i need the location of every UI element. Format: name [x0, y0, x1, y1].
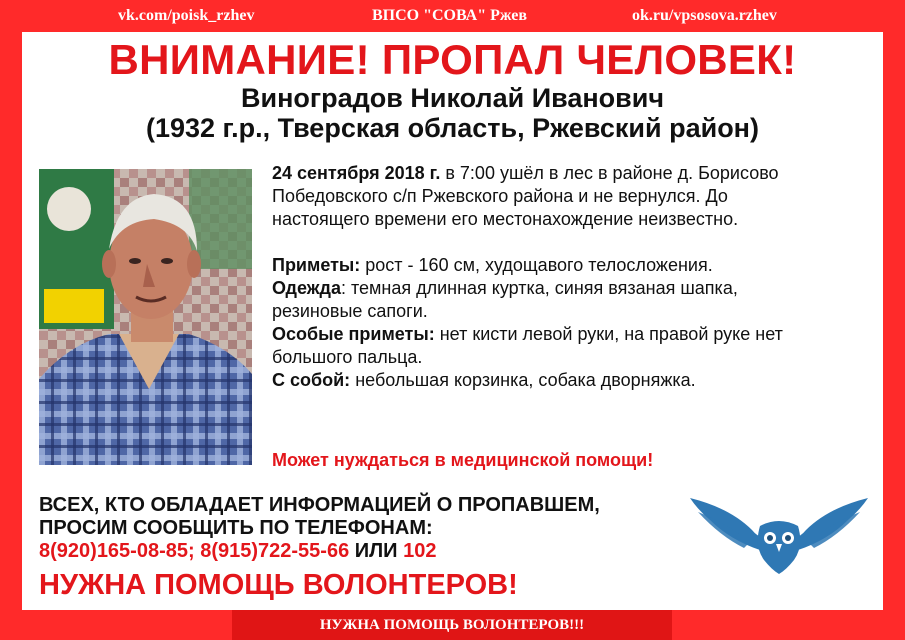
disappearance-date: 24 сентября 2018 г. — [272, 163, 441, 183]
special-line-2: большого пальца. — [272, 347, 423, 367]
signs-line — [272, 254, 887, 277]
emergency-number[interactable]: 102 — [403, 540, 437, 562]
bottom-banner — [0, 610, 905, 640]
phone-numbers[interactable]: 8(920)165-08-85; 8(915)722-55-66 — [39, 540, 350, 562]
description-line-1 — [272, 162, 887, 185]
special-line-1 — [272, 323, 887, 346]
clothing-line-2: резиновые сапоги. — [272, 301, 428, 321]
spacer — [272, 231, 887, 254]
contact-line-2: ПРОСИМ СООБЩИТЬ ПО ТЕЛЕФОНАМ: — [39, 517, 433, 539]
ok-link[interactable]: ok.ru/vpsosova.rzhev — [632, 7, 777, 24]
medical-warning: Может нуждаться в медицинской помощи! — [272, 450, 654, 470]
person-details: (1932 г.р., Тверская область, Ржевский район) — [146, 113, 759, 143]
belongings-value: небольшая корзинка, собака дворняжка. — [350, 370, 696, 390]
clothing-line-1 — [272, 277, 887, 300]
headline: ВНИМАНИЕ! ПРОПАЛ ЧЕЛОВЕК! — [108, 36, 797, 83]
phone-numbers-line — [39, 540, 689, 563]
clothing-label: Одежда — [272, 278, 341, 298]
signs-label: Приметы: — [272, 255, 361, 275]
footer-label: НУЖНА ПОМОЩЬ ВОЛОНТЕРОВ!!! — [232, 610, 672, 640]
vk-link[interactable]: vk.com/poisk_rzhev — [118, 7, 255, 24]
clothing-value-1: : темная длинная куртка, синяя вязаная шапка, — [340, 278, 738, 298]
special-value-1: нет кисти левой руки, на правой руке нет — [434, 324, 783, 344]
or-label: ИЛИ — [349, 540, 404, 562]
missing-person-photo — [39, 169, 252, 465]
contact-block — [39, 494, 689, 563]
description-line-2: Победовского с/п Ржевского района и не вернулся. До — [272, 186, 728, 206]
belongings-label: С собой: — [272, 370, 351, 390]
owl-logo-icon — [690, 490, 868, 578]
organization-name: ВПСО "СОВА" Ржев — [372, 7, 528, 24]
description-block — [272, 162, 887, 392]
top-banner — [0, 0, 905, 32]
person-name: Виноградов Николай Иванович — [240, 83, 665, 113]
portrait-illustration — [39, 169, 252, 465]
belongings-line — [272, 369, 887, 392]
description-text-1: в 7:00 ушёл в лес в районе д. Борисово — [440, 163, 779, 183]
contact-line-1: ВСЕХ, КТО ОБЛАДАЕТ ИНФОРМАЦИЕЙ О ПРОПАВШЕМ, — [39, 494, 600, 516]
description-line-3: настоящего времени его местонахождение неизвестно. — [272, 209, 739, 229]
special-label: Особые приметы: — [272, 324, 435, 344]
volunteers-needed: НУЖНА ПОМОЩЬ ВОЛОНТЕРОВ! — [39, 569, 518, 601]
signs-value: рост - 160 см, худощавого телосложения. — [360, 255, 713, 275]
